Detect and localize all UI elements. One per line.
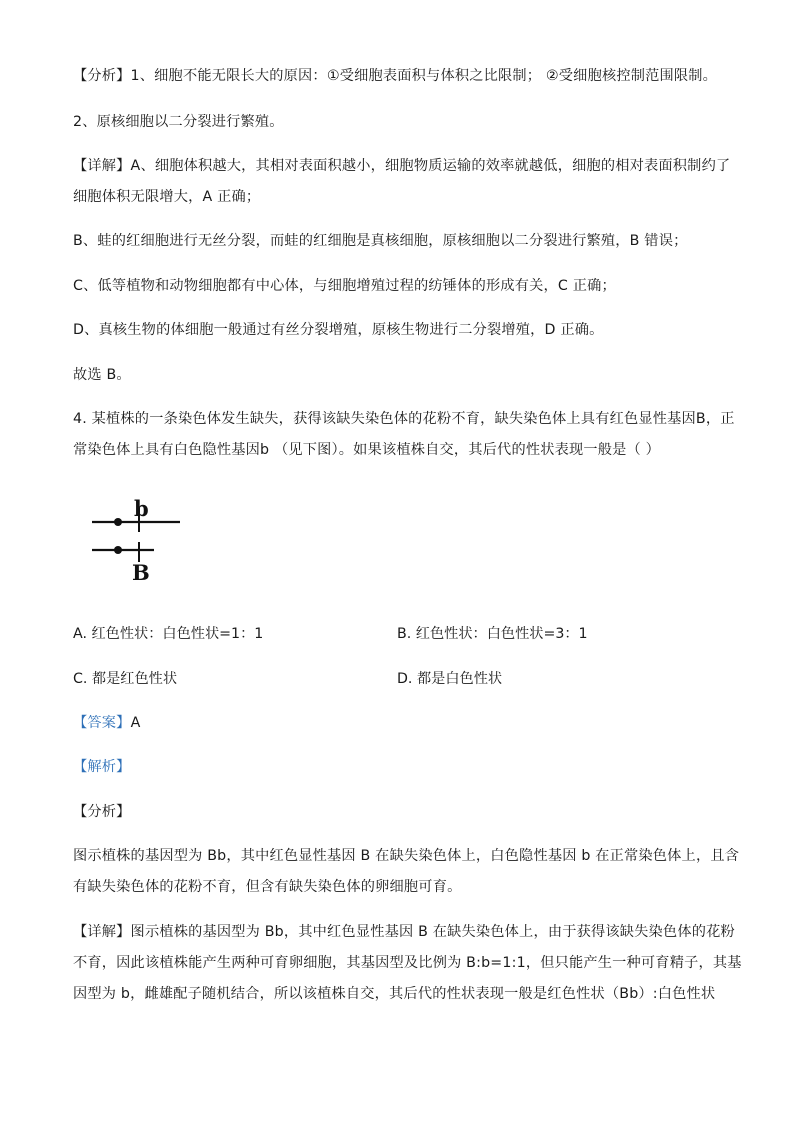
detail-line-1: 【详解】A、细胞体积越大，其相对表面积越小，细胞物质运输的效率就越低，细胞的相对表面积制约了: [73, 158, 731, 174]
chromosome-figure: [88, 492, 188, 584]
option-b[interactable]: B. 红色性状：白色性状=3：1: [397, 626, 588, 642]
detail-line-4: C、低等植物和动物细胞都有中心体，与细胞增殖过程的纺锤体的形成有关，C 正确；: [73, 278, 616, 294]
conclusion-line: 故选 B。: [73, 367, 131, 383]
normal-centromere: [114, 518, 122, 526]
detail-line-5: D、真核生物的体细胞一般通过有丝分裂增殖，原核生物进行二分裂增殖，D 正确。: [73, 322, 604, 338]
question-line-1: 4. 某植株的一条染色体发生缺失，获得该缺失染色体的花粉不育，缺失染色体上具有红色显性基因B，正: [73, 411, 735, 427]
question-line-2: 常染色体上具有白色隐性基因b （见下图）。如果该植株自交，其后代的性状表现一般是（ ）: [73, 442, 661, 458]
detail-text-line-2: 不育，因此该植株能产生两种可育卵细胞，其基因型及比例为 B:b=1:1，但只能产生一种可育精子，其基: [73, 955, 742, 971]
gene-B-label: B: [132, 560, 150, 584]
analysis-line-1: 【分析】1、细胞不能无限长大的原因：①受细胞表面积与体积之比限制； ②受细胞核控制范围限制。: [73, 68, 718, 84]
detail-line-3: B、蛙的红细胞进行无丝分裂，而蛙的红细胞是真核细胞，原核细胞以二分裂进行繁殖，B 错误；: [73, 233, 688, 249]
answer-line: [73, 713, 140, 733]
detail-text-line-3: 因型为 b，雌雄配子随机结合，所以该植株自交，其后代的性状表现一般是红色性状（Bb）:白色性状: [73, 986, 716, 1002]
option-d[interactable]: D. 都是白色性状: [397, 671, 503, 687]
analysis-line-2: 2、原核细胞以二分裂进行繁殖。: [73, 114, 284, 130]
analysis-text-line-2: 有缺失染色体的花粉不育，但含有缺失染色体的卵细胞可育。: [73, 879, 462, 895]
detail-text-line-1: 【详解】图示植株的基因型为 Bb，其中红色显性基因 B 在缺失染色体上，由于获得该缺失染色体的花粉: [73, 924, 735, 940]
analysis-text-line-1: 图示植株的基因型为 Bb，其中红色显性基因 B 在缺失染色体上，白色隐性基因 b 在正常染色体上，且含: [73, 848, 740, 864]
option-a[interactable]: A. 红色性状：白色性状=1：1: [73, 626, 264, 642]
gene-b-label: b: [134, 496, 149, 521]
answer-tag: 【答案】: [73, 715, 131, 731]
explanation-tag: 【解析】: [73, 759, 131, 775]
deleted-centromere: [114, 546, 122, 554]
chromosome-diagram: [88, 492, 188, 584]
analysis-tag: 【分析】: [73, 804, 131, 820]
option-c[interactable]: C. 都是红色性状: [73, 671, 178, 687]
detail-line-2: 细胞体积无限增大，A 正确；: [73, 189, 261, 205]
answer-value: A: [130, 715, 141, 731]
